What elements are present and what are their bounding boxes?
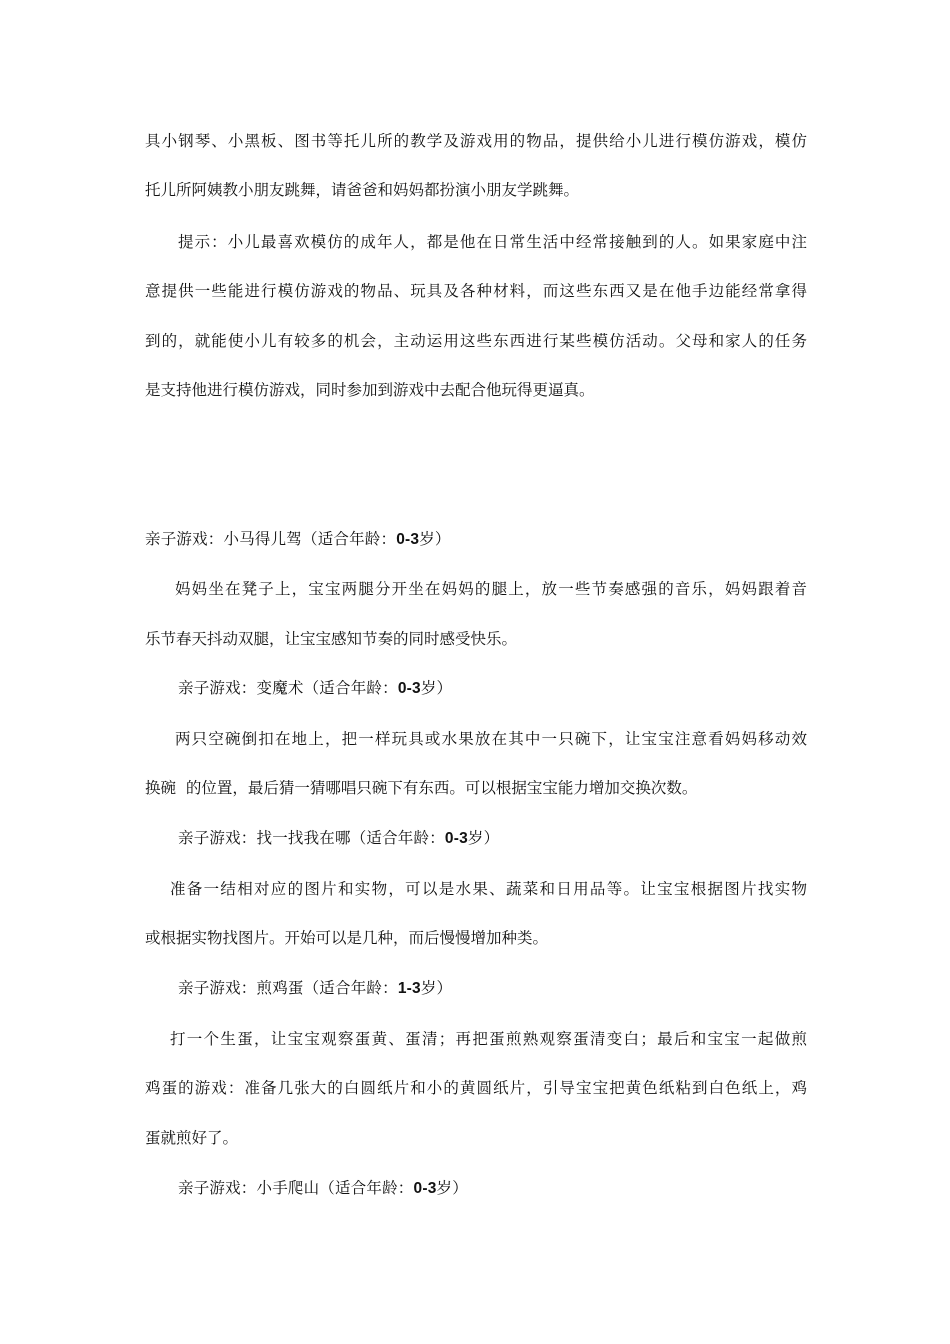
age-range: 1-3 <box>397 980 421 997</box>
game-heading-fried-egg <box>178 978 452 999</box>
game-title: 亲子游戏：找一找我在哪（适合年龄： <box>178 829 445 847</box>
age-range: 0-3 <box>444 830 468 847</box>
tip-line-2: 意提供一些能进行模仿游戏的物品、玩具及各种材料，而这些东西又是在他手边能经常拿得 <box>145 282 807 300</box>
age-unit: 岁） <box>419 530 451 548</box>
age-range: 0-3 <box>396 531 420 548</box>
age-unit: 岁） <box>420 979 453 997</box>
age-unit: 岁） <box>420 679 453 697</box>
age-range: 0-3 <box>413 1180 437 1197</box>
game-magic-line-2: 换碗 的位置，最后猜一猜哪唱只碗下有东西。可以根据宝宝能力增加交换次数。 <box>145 779 698 797</box>
intro-line-2: 托儿所阿姨教小朋友跳舞，请爸爸和妈妈都扮演小朋友学跳舞。 <box>145 181 580 199</box>
game-title: 亲子游戏：变魔术（适合年龄： <box>178 679 398 697</box>
game-title: 亲子游戏：小手爬山（适合年龄： <box>178 1179 414 1197</box>
intro-line-1: 具小钢琴、小黑板、图书等托儿所的教学及游戏用的物品，提供给小儿进行模仿游戏，模仿 <box>145 132 807 150</box>
tip-line-1: 提示：小儿最喜欢模仿的成年人，都是他在日常生活中经常接触到的人。如果家庭中注 <box>178 233 807 251</box>
game-title: 亲子游戏：小马得儿驾（适合年龄： <box>145 530 397 548</box>
game-heading-hand-climb <box>178 1178 468 1199</box>
game-magic-line-1: 两只空碗倒扣在地上，把一样玩具或水果放在其中一只碗下，让宝宝注意看妈妈移动效 <box>175 730 807 748</box>
age-unit: 岁） <box>467 829 500 847</box>
game-fried-egg-line-1: 打一个生蛋，让宝宝观察蛋黄、蛋清；再把蛋煎熟观察蛋清变白；最后和宝宝一起做煎 <box>170 1030 807 1048</box>
game-pony-line-2: 乐节春天抖动双腿，让宝宝感知节奏的同时感受快乐。 <box>145 630 518 648</box>
game-fried-egg-line-2: 鸡蛋的游戏：准备几张大的白圆纸片和小的黄圆纸片，引导宝宝把黄色纸粘到白色纸上，鸡 <box>145 1079 807 1097</box>
game-heading-pony <box>145 529 451 550</box>
game-heading-magic <box>178 678 452 699</box>
game-findme-line-1: 准备一结相对应的图片和实物，可以是水果、蔬菜和日用品等。让宝宝根据图片找实物 <box>170 880 807 898</box>
game-fried-egg-line-3: 蛋就煎好了。 <box>145 1129 239 1147</box>
age-unit: 岁） <box>436 1179 468 1197</box>
game-title: 亲子游戏：煎鸡蛋（适合年龄： <box>178 979 398 997</box>
game-heading-findme <box>178 828 499 849</box>
game-findme-line-2: 或根据实物找图片。开始可以是几种，而后慢慢增加种类。 <box>145 929 549 947</box>
tip-line-4: 是支持他进行模仿游戏，同时参加到游戏中去配合他玩得更逼真。 <box>145 381 595 399</box>
age-range: 0-3 <box>397 680 421 697</box>
game-pony-line-1: 妈妈坐在凳子上，宝宝两腿分开坐在妈妈的腿上，放一些节奏感强的音乐，妈妈跟着音 <box>175 580 807 598</box>
tip-line-3: 到的，就能使小儿有较多的机会，主动运用这些东西进行某些模仿活动。父母和家人的任务 <box>145 332 807 350</box>
